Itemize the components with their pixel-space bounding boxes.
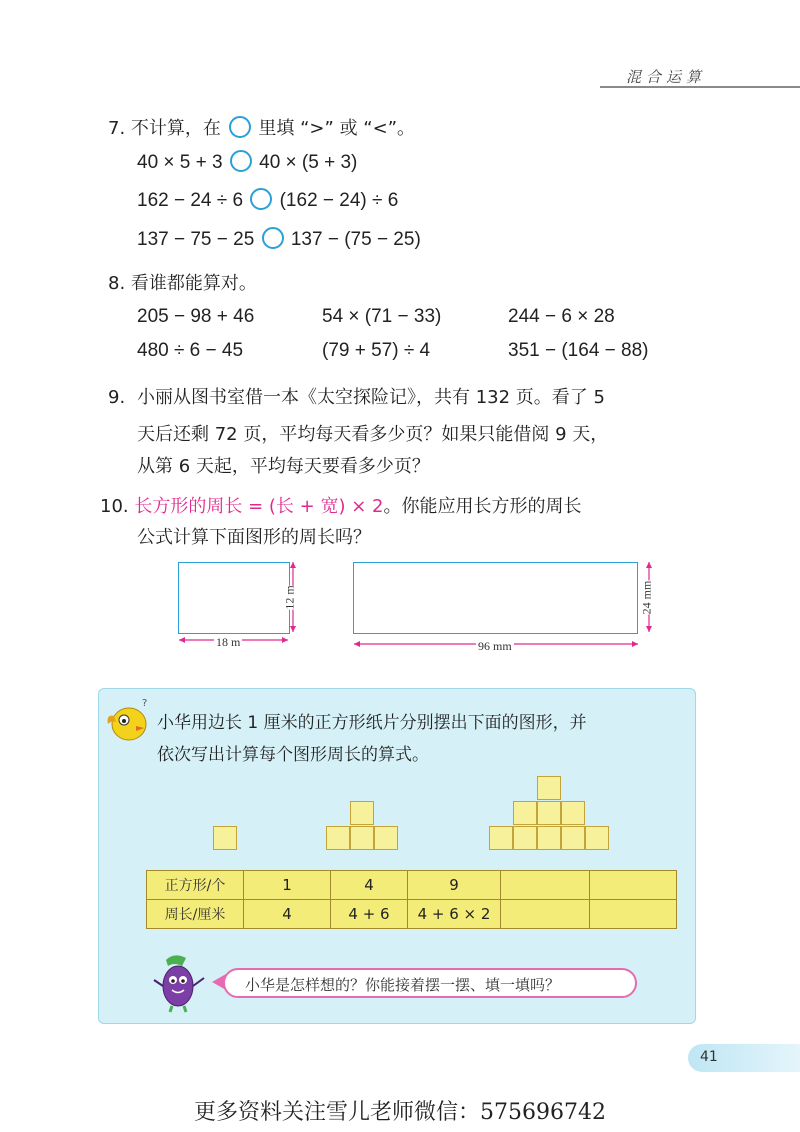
q9-line-2: 天后还剩 72 页，平均每天看多少页？如果只能借阅 9 天， <box>137 424 609 445</box>
paper-square <box>513 826 537 850</box>
page-number: 41 <box>700 1049 718 1065</box>
q7-row-3-left: 137 − 75 − 25 <box>137 229 255 250</box>
rectangle-2-height-label: 24 mm <box>639 580 654 615</box>
paper-square <box>585 826 609 850</box>
q8-prompt <box>108 272 257 296</box>
q8-expr-2: 54 × (71 − 33) <box>322 306 442 327</box>
q7-row-3-right: 137 − (75 − 25) <box>290 229 421 250</box>
q8-expr-1: 205 − 98 + 46 <box>137 306 255 327</box>
speech-bubble: 小华是怎样想的？你能接着摆一摆、填一填吗？ <box>223 968 637 998</box>
table-cell: 4 <box>244 900 331 929</box>
compare-circle-input[interactable] <box>262 227 284 249</box>
compare-circle-input[interactable] <box>230 150 252 172</box>
paper-square <box>537 826 561 850</box>
table-cell: 4 + 6 × 2 <box>408 900 501 929</box>
chick-mascot-icon <box>102 694 152 746</box>
header-rule <box>600 86 800 88</box>
paper-square <box>350 826 374 850</box>
eggplant-mascot-icon <box>148 950 212 1014</box>
q10-line-1-rest: 。你能应用长方形的周长 <box>383 496 582 517</box>
q7-row-1 <box>137 150 357 175</box>
rectangle-2-width-label: 96 mm <box>478 639 512 653</box>
rectangle-1-height-label: 12 m <box>282 585 297 610</box>
q7-prompt-b: 里填 “>” 或 “<”。 <box>258 118 416 139</box>
q7-prompt <box>108 116 415 141</box>
paper-square <box>489 826 513 850</box>
perimeter-formula: 长方形的周长 = (长 + 宽) × 2 <box>134 496 384 517</box>
section-title: 混合运算 <box>626 68 707 86</box>
table-cell: 4 + 6 <box>331 900 408 929</box>
q7-row-3 <box>137 227 421 252</box>
table-row-label-squares: 正方形/个 <box>147 871 244 900</box>
q8-number: 8. <box>108 273 126 294</box>
paper-square <box>537 776 561 800</box>
q10-line-2: 公式计算下面图形的周长吗？ <box>137 527 371 548</box>
paper-square <box>513 801 537 825</box>
activity-line-1: 小华用边长 1 厘米的正方形纸片分别摆出下面的图形，并 <box>157 713 587 733</box>
paper-square <box>350 801 374 825</box>
q8-expr-5: (79 + 57) ÷ 4 <box>322 340 431 361</box>
rectangle-1-width-label: 18 m <box>216 635 241 649</box>
q9-line-3: 从第 6 天起，平均每天要看多少页？ <box>137 456 430 477</box>
compare-circle-input[interactable] <box>250 188 272 210</box>
q7-row-2-left: 162 − 24 ÷ 6 <box>137 190 244 211</box>
paper-square <box>374 826 398 850</box>
table-row <box>147 871 677 900</box>
perimeter-table <box>146 870 677 929</box>
table-cell-blank[interactable] <box>501 871 590 900</box>
table-cell: 4 <box>331 871 408 900</box>
q9-number: 9. <box>108 387 126 408</box>
table-cell: 9 <box>408 871 501 900</box>
q7-number: 7. <box>108 118 126 139</box>
q10-number: 10. <box>100 496 129 517</box>
paper-square <box>537 801 561 825</box>
table-cell-blank[interactable] <box>501 900 590 929</box>
paper-square <box>213 826 237 850</box>
table-row <box>147 900 677 929</box>
q8-prompt-text: 看谁都能算对。 <box>130 273 257 294</box>
q8-expr-4: 480 ÷ 6 − 45 <box>137 340 244 361</box>
table-cell-blank[interactable] <box>590 871 677 900</box>
q7-prompt-a: 不计算，在 <box>130 118 221 139</box>
q10-line-1 <box>100 495 581 519</box>
q8-expr-6: 351 − (164 − 88) <box>508 340 649 361</box>
paper-square <box>561 826 585 850</box>
paper-square <box>561 801 585 825</box>
q9-line-1: 小丽从图书室借一本《太空探险记》，共有 132 页。看了 5 <box>137 387 605 408</box>
table-cell: 1 <box>244 871 331 900</box>
paper-square <box>326 826 350 850</box>
q8-expr-3: 244 − 6 × 28 <box>508 306 615 327</box>
svg-text:?: ? <box>142 698 148 709</box>
footer-note: 更多资料关注雪儿老师微信：575696742 <box>194 1100 606 1125</box>
q7-row-1-left: 40 × 5 + 3 <box>137 152 223 173</box>
q7-row-2-right: (162 − 24) ÷ 6 <box>279 190 399 211</box>
q7-row-1-right: 40 × (5 + 3) <box>259 152 358 173</box>
table-cell-blank[interactable] <box>590 900 677 929</box>
q7-row-2 <box>137 188 398 213</box>
rectangle-2-dimension-arrows <box>345 556 665 652</box>
compare-circle-icon <box>229 116 251 138</box>
activity-line-2: 依次写出计算每个图形周长的算式。 <box>157 745 429 765</box>
table-row-label-perimeter: 周长/厘米 <box>147 900 244 929</box>
